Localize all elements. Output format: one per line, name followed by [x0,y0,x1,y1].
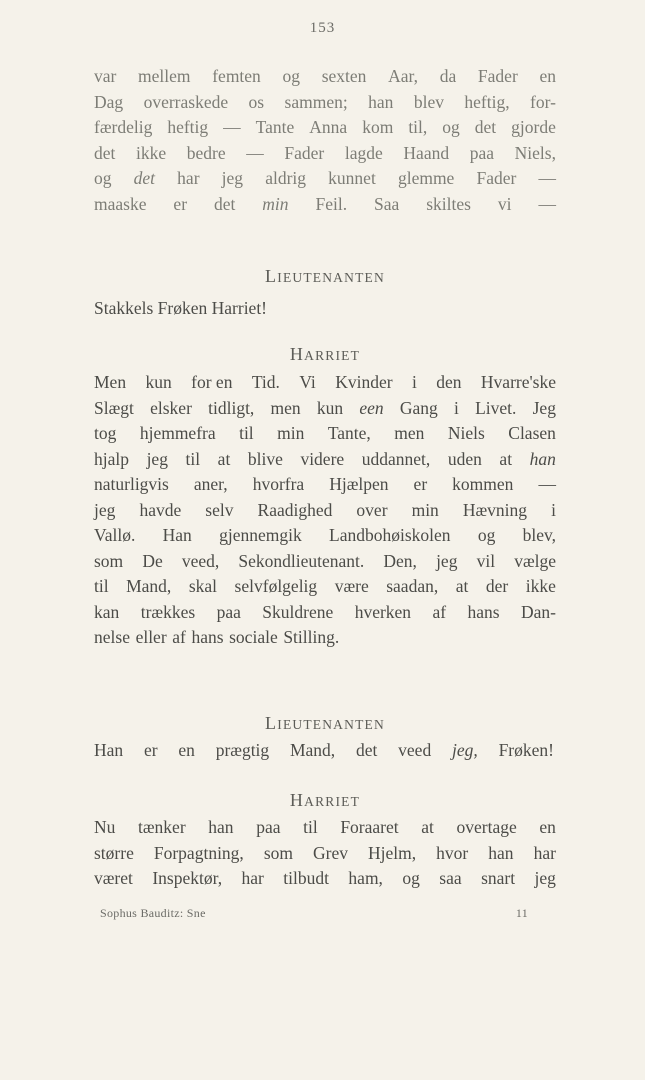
word: tænker [138,817,186,837]
word: og [402,868,420,888]
dialogue-text: Stakkels Frøken Harriet! [94,298,268,318]
word: at [455,576,469,596]
word: i [411,372,417,392]
word: kun [316,397,344,418]
text-line [94,498,556,524]
word: overraskede [143,91,229,112]
word: det [213,193,236,214]
word: snart [481,868,516,888]
word: Tante, [327,423,371,443]
page-number: 153 [309,20,336,36]
word: hvorfra [252,474,305,494]
word: trækkes [140,601,196,622]
text-line [94,625,556,651]
text-line [94,370,556,396]
footer-sheet-number: 11 [515,906,528,920]
word: veed, [181,550,220,571]
word: det [474,117,497,137]
word: paa [469,142,495,163]
word: femten [212,66,261,86]
word: sammen; [284,91,348,112]
word: Aar, [388,66,419,86]
word: mellem [138,66,191,86]
word: heftig, [464,91,510,112]
speaker-label-lieutenant-2: LIEUTENANTEN [265,713,385,733]
word: Vi [299,372,316,392]
text-line [94,841,556,867]
word: til [303,817,318,837]
word: Dan- [521,601,556,622]
word: større [94,842,134,863]
word: nelse [94,627,130,647]
word: — [538,474,556,494]
text-line [94,447,556,473]
word: blive [247,448,283,469]
word: det [94,142,116,163]
word: Mand, [289,740,336,760]
word: at [421,817,434,837]
word: hans [191,627,224,647]
word: Forpagtning, [153,842,244,863]
word: Jeg [532,397,556,418]
word: Tante [255,117,295,137]
word: naturligvis [94,474,169,494]
word: være [334,576,369,596]
word: Inspektør, [152,868,223,888]
word: Anna [309,117,348,137]
word: blev [413,91,444,112]
word: Mand, [126,576,172,596]
text-line [94,472,556,498]
word: Han [162,525,192,545]
word: Feil. [315,193,348,214]
word: er [143,740,158,760]
word: til, [408,117,428,137]
text-line [94,115,556,141]
word: men [270,397,301,418]
text-line [94,141,556,167]
text-line [94,600,556,626]
word: over [356,499,388,520]
word: tidligt, [208,397,255,418]
word: til [239,423,254,443]
word: at [217,448,231,469]
word: vælge [514,550,556,571]
word: Saa [374,193,400,214]
word: selvfølgelig [234,576,318,596]
line-lieutenant-2 [94,738,554,764]
word: som [94,550,124,571]
word: havde [139,499,182,520]
word: af [432,601,447,622]
word: det [355,740,378,760]
paragraph-harriet-continued [94,64,556,217]
word: Clasen [508,423,556,443]
word: han [208,817,234,837]
word: tilbudt [283,868,329,888]
word: ham, [348,868,383,888]
word: Vallø. [94,525,136,545]
word: har [177,168,200,188]
word: — [538,193,556,214]
word: Fader [476,168,517,188]
word: veed [398,740,432,760]
word: jeg [436,550,458,571]
word: sociale [229,627,278,647]
word: Fader [284,142,325,163]
line-lieutenant-1 [94,296,556,322]
word: os [248,91,265,112]
word: kun [145,372,172,392]
word: til [185,448,201,469]
word: da [439,66,457,86]
word: — [223,117,241,137]
word: Sekondlieutenant. [238,550,365,571]
word: kan [94,601,120,622]
text-line [94,738,554,764]
word: Han [94,740,124,760]
word: en [539,817,556,837]
word: Stilling. [283,627,340,647]
word: — [246,142,264,163]
speaker-label-lieutenant-1: LIEUTENANTEN [265,266,385,286]
word: prægtig [215,740,270,760]
word: Kvinder [335,372,393,392]
word: hverken [354,601,412,622]
word: selv [205,499,234,520]
word: bedre [186,142,226,163]
page-footer [100,906,528,921]
word: som [263,842,294,863]
word: aldrig [265,168,307,188]
word: skal [188,576,218,596]
word: Fader [477,66,518,86]
word: en [539,66,556,86]
word: hjemmefra [139,423,216,443]
word: vi [497,193,512,214]
word: Frøken! [498,740,554,760]
word: Skuldrene [262,601,334,622]
word: saa [439,868,462,888]
word: saadan, [386,576,439,596]
word: Grev [313,842,349,863]
word: lagde [344,142,383,163]
text-line [94,574,556,600]
text-line [94,192,556,218]
word: tog [94,423,117,443]
word: Tid. [251,372,280,392]
word: for- [530,91,556,112]
word: Foraaret [340,817,399,837]
word: Haand [403,142,450,163]
text-line [94,421,556,447]
word: Nu [94,817,116,837]
word: han [529,448,556,469]
word: kom [362,117,394,137]
speaker-label-harriet-1: HARRIET [289,344,361,364]
word: Landbohøiskolen [329,525,451,545]
word: jeg [94,499,116,520]
word: for en [191,372,233,392]
word: kunnet [328,168,376,188]
word: ikke [136,142,167,163]
word: Niels, [514,142,556,163]
word: Gang [399,397,438,418]
word: den [436,372,462,392]
word: een [359,397,384,418]
word: min [411,499,439,520]
word: heftig [167,117,209,137]
word: De [142,550,163,571]
word: sexten [321,66,367,86]
word: elsker [150,397,192,418]
word: uddannet, [361,448,431,469]
word: i [551,499,556,520]
word: aner, [193,474,228,494]
word: Slægt [94,397,134,418]
word: det [133,168,156,188]
word: er [413,474,428,494]
word: hans [467,601,500,622]
paragraph-harriet-main [94,370,556,651]
word: glemme [397,168,455,188]
word: Livet. [475,397,517,418]
word: skiltes [426,193,471,214]
word: overtage [456,817,517,837]
text-line [94,815,556,841]
word: og [282,66,300,86]
word: paa [216,601,241,622]
text-line [94,523,556,549]
word: Niels [447,423,485,443]
text-line [94,90,556,116]
word: paa [256,817,281,837]
word: og [94,168,112,188]
word: videre [300,448,345,469]
word: og [442,117,460,137]
word: har [533,842,556,863]
word: ikke [525,576,556,596]
word: uden [447,448,482,469]
word: maaske [94,193,147,214]
word: er [173,193,188,214]
word: jeg, [452,740,478,760]
word: var [94,66,117,86]
word: Dag [94,91,124,112]
word: blev, [522,525,556,545]
word: Hævning [462,499,528,520]
word: — [538,168,556,188]
text-line [94,64,556,90]
word: Hjælpen [329,474,389,494]
footer-signature: Sophus Bauditz: Sne [100,906,206,920]
word: kommen [452,474,514,494]
word: han [488,842,514,863]
word: Men [94,372,127,392]
word: og [477,525,496,545]
text-line [94,166,556,192]
word: vil [476,550,496,571]
word: gjorde [511,117,556,137]
word: jeg [534,868,556,888]
word: jeg [146,448,168,469]
word: været [94,868,133,888]
word: min [262,193,289,214]
word: Raadighed [257,499,333,520]
word: har [241,868,264,888]
word: Hvarre'ske [480,372,556,392]
text-line [94,549,556,575]
paragraph-harriet-final [94,815,556,892]
word: færdelig [94,117,153,137]
word: en [178,740,195,760]
word: men [394,423,425,443]
word: Hjelm, [368,842,417,863]
speaker-label-harriet-2: HARRIET [289,790,361,810]
text-line [94,866,556,892]
word: der [485,576,509,596]
word: i [454,397,459,418]
word: hjalp [94,448,129,469]
word: gjennemgik [219,525,302,545]
word: hvor [436,842,469,863]
word: min [277,423,305,443]
word: eller [135,627,167,647]
word: til [94,576,109,596]
text-line [94,396,556,422]
word: jeg [221,168,244,188]
word: at [499,448,513,469]
word: af [172,627,186,647]
word: Den, [383,550,417,571]
word: han [368,91,394,112]
